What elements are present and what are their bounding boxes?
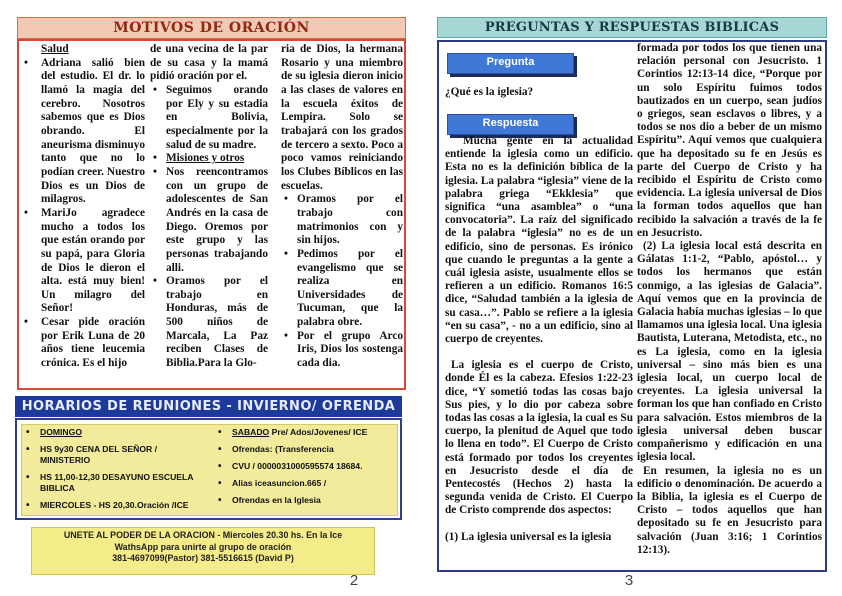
missions-header-text: Misiones y otros	[166, 152, 245, 165]
prayer-item: • Nos reencontramos con un grupo de adolescentes de San Andrés en la casa de Diego. Oremos por este grupo y las personas trabajando alli.	[150, 166, 268, 275]
offering-alias: • Alias iceasuncion.665 /	[214, 478, 394, 489]
meeting-schedule-panel	[21, 424, 398, 516]
question-label: Pregunta	[447, 53, 574, 74]
prayer-item: • Oramos por el trabajo en Honduras, más de 500 niños de Marcala, La Paz reciben Clases de Biblia.Para la Glo-	[150, 275, 268, 371]
page-number-right: 3	[624, 572, 634, 589]
prayer-reasons-title: MOTIVOS DE ORACIÓN	[17, 17, 406, 39]
join-line-2: WathsApp para unirte al grupo de oración	[114, 541, 292, 552]
answer-paragraph: (1) La iglesia universal es la iglesia	[445, 530, 612, 543]
saturday-item	[214, 427, 394, 438]
answer-paragraph: La iglesia es el cuerpo de Cristo, donde Él es la cabeza. Efesios 1:22-23 dice, “Y sometió todas las cosas bajo Sus pies, y lo dio por cabeza sobre todas las cosas a la iglesia, la cual es Su cuerpo, la plenitud de Aquel que todo lo llena en todo”. El Cuerpo de Cristo está formado por todos los creyentes en Jesucristo desde el día de Pentecostés (Hechos 2) hasta la segunda venida de Cristo. El Cuerpo de Cristo comprende dos aspectos:	[445, 359, 633, 517]
prayer-item: • Seguimos orando por Ely y su estadia en Bolivia, especialmente por la salud de su madre.	[150, 84, 268, 152]
answer-column-1	[445, 135, 633, 544]
meeting-schedule-title: HORARIOS DE REUNIONES - INVIERNO/ OFRENDA	[15, 396, 402, 417]
answer-paragraph: En resumen, la iglesia no es un edificio o denominación. De acuerdo a la Biblia, la iglesia es el Cuerpo de Cristo – todos aquellos que han depositado su fe en Jesucristo para salvación (Juan 3:16; 1 Corintios 12:13).	[637, 464, 822, 556]
answer-column-2	[637, 42, 822, 557]
prayer-reasons-box	[17, 39, 406, 390]
sunday-label	[22, 427, 207, 438]
prayer-item: • Cesar pide oración por Erik Luna de 20 años tiene leucemia crónica. Es el hijo	[21, 316, 145, 371]
section-header-missions	[150, 152, 268, 166]
bible-qa-box	[437, 40, 827, 572]
saturday-label: SABADO	[232, 427, 270, 437]
answer-label: Respuesta	[447, 114, 574, 135]
answer-paragraph: formada por todos los que tienen una relación personal con Jesucristo. 1 Corintios 12:13-14 dice, “Porque por un solo Espíritu fuimos todos bautizados en un cuerpo, sean judíos o griegos, sean esclavos o libres, y a todos se nos dio a beber de un mismo Espíritu”. Aquí vemos que cualquiera que ha depositado su fe en Jesús es parte del Cuerpo de Cristo y ha recibido el Espíritu de Cristo como evidencia. La iglesia universal de Dios la forman todos aquellos que han recibido la salvación a través de la fe en Jesucristo.	[637, 42, 822, 239]
join-prayer-box	[31, 527, 375, 575]
prayer-column-2	[150, 43, 268, 371]
meeting-schedule-left	[22, 427, 207, 517]
offering-cvu: • CVU / 0000031000595574 18684.	[214, 461, 394, 472]
prayer-item-continued: ria de Dios, la hermana Rosario y una miembro de su iglesia dieron inicio a las clases de valores en la escuela éxitos de Lempira. Solo se trabajará con los grados de tercero a sexto. Poco a poco vamos reiniciando los Clubes Bíblicos en las escuelas.	[281, 43, 403, 192]
prayer-item: • MariJo agradece mucho a todos los que están orando por su papá, para Gloria de Dios le dieron el alta. está muy bien! Un milagro del Señor!	[21, 207, 145, 316]
page-number-left: 2	[349, 572, 359, 589]
join-line-1: UNETE AL PODER DE LA ORACION - Miercoles 20.30 hs. En la Ice	[63, 530, 343, 540]
answer-paragraph: Mucha gente en la actualidad entiende la iglesia como un edificio. Esta no es la definición bíblica de la iglesia. La palabra “iglesia” viene de la palabra griega “Ekklesia” que significa “una asamblea” o “una convocatoria”. La raíz del significado de la palabra “iglesia” no es de un edificio, sino de personas. Es irónico que cuando le preguntas a la gente a cuál iglesia asiste, usualmente ellos se refieren a un edificio. Romanos 16:5 dice, “Saludad también a la iglesia de su casa…”. Pablo se refiere a la iglesia “en su casa”, - no a un edificio, sino al cuerpo de creyentes.	[445, 135, 633, 346]
schedule-item: • HS 11,00-12,30 DESAYUNO ESCUELA BIBLICA	[22, 472, 207, 494]
section-header-health: Salud	[41, 43, 69, 55]
prayer-item: • Oramos por el trabajo con matrimonios con y sin hijos.	[281, 193, 403, 248]
prayer-column-1	[21, 43, 145, 371]
schedule-item: • MIERCOLES - HS 20,30.Oración /ICE	[22, 500, 207, 511]
meeting-schedule-box	[15, 418, 402, 520]
sunday-label-text: DOMINGO	[40, 427, 83, 437]
question-text: ¿Qué es la iglesia?	[445, 86, 534, 98]
answer-paragraph: (2) La iglesia local está descrita en Gálatas 1:1-2, “Pablo, apóstol… y todos los hermanos que están conmigo, a las iglesias de Galacia”. Aquí vemos que en la provincia de Galacia había muchas iglesias – lo que llamamos una iglesia local. Una iglesia Bautista, Luterana, Metodista, etc., no es La iglesia, como en la iglesia universal – sino más bien es una iglesia local, un cuerpo local de creyentes. La iglesia universal la forman los que han confiado en Cristo para salvación. Estos miembros de la iglesia universal deben buscar compañerismo y edificación en una iglesia local.	[637, 240, 822, 464]
offering-item: • Ofrendas en la Iglesia	[214, 495, 394, 506]
prayer-item: • Pedimos por el evangelismo que se realiza en Universidades de Tucuman, que la palabra obre.	[281, 248, 403, 330]
bible-qa-title: PREGUNTAS Y RESPUESTAS BIBLICAS	[437, 17, 827, 38]
schedule-item: • HS 9y30 CENA DEL SEÑOR / MINISTERIO	[22, 444, 207, 466]
join-line-3: 381-4697099(Pastor) 381-5516615 (David P)	[112, 553, 294, 564]
prayer-item-continued: de una vecina de la par de su casa y la mamá pidió oración por el.	[150, 43, 268, 83]
offering-item: • Ofrendas: (Transferencia	[214, 444, 394, 455]
prayer-item: • Adriana salió bien del estudio. El dr. lo llamó la magia del cerebro. Nosotros sabemos que es Dios obrando. El aneurisma disminuyo tanto que no lo podían creer. Nuestro Dios es un Dios de milagros.	[21, 57, 145, 207]
meeting-schedule-right	[214, 427, 394, 512]
saturday-text: Pre/ Ados/Jovenes/ ICE	[269, 427, 368, 437]
prayer-item: • Por el grupo Arco Iris, Dios los sostenga cada dia.	[281, 330, 403, 371]
prayer-column-3	[281, 43, 403, 371]
